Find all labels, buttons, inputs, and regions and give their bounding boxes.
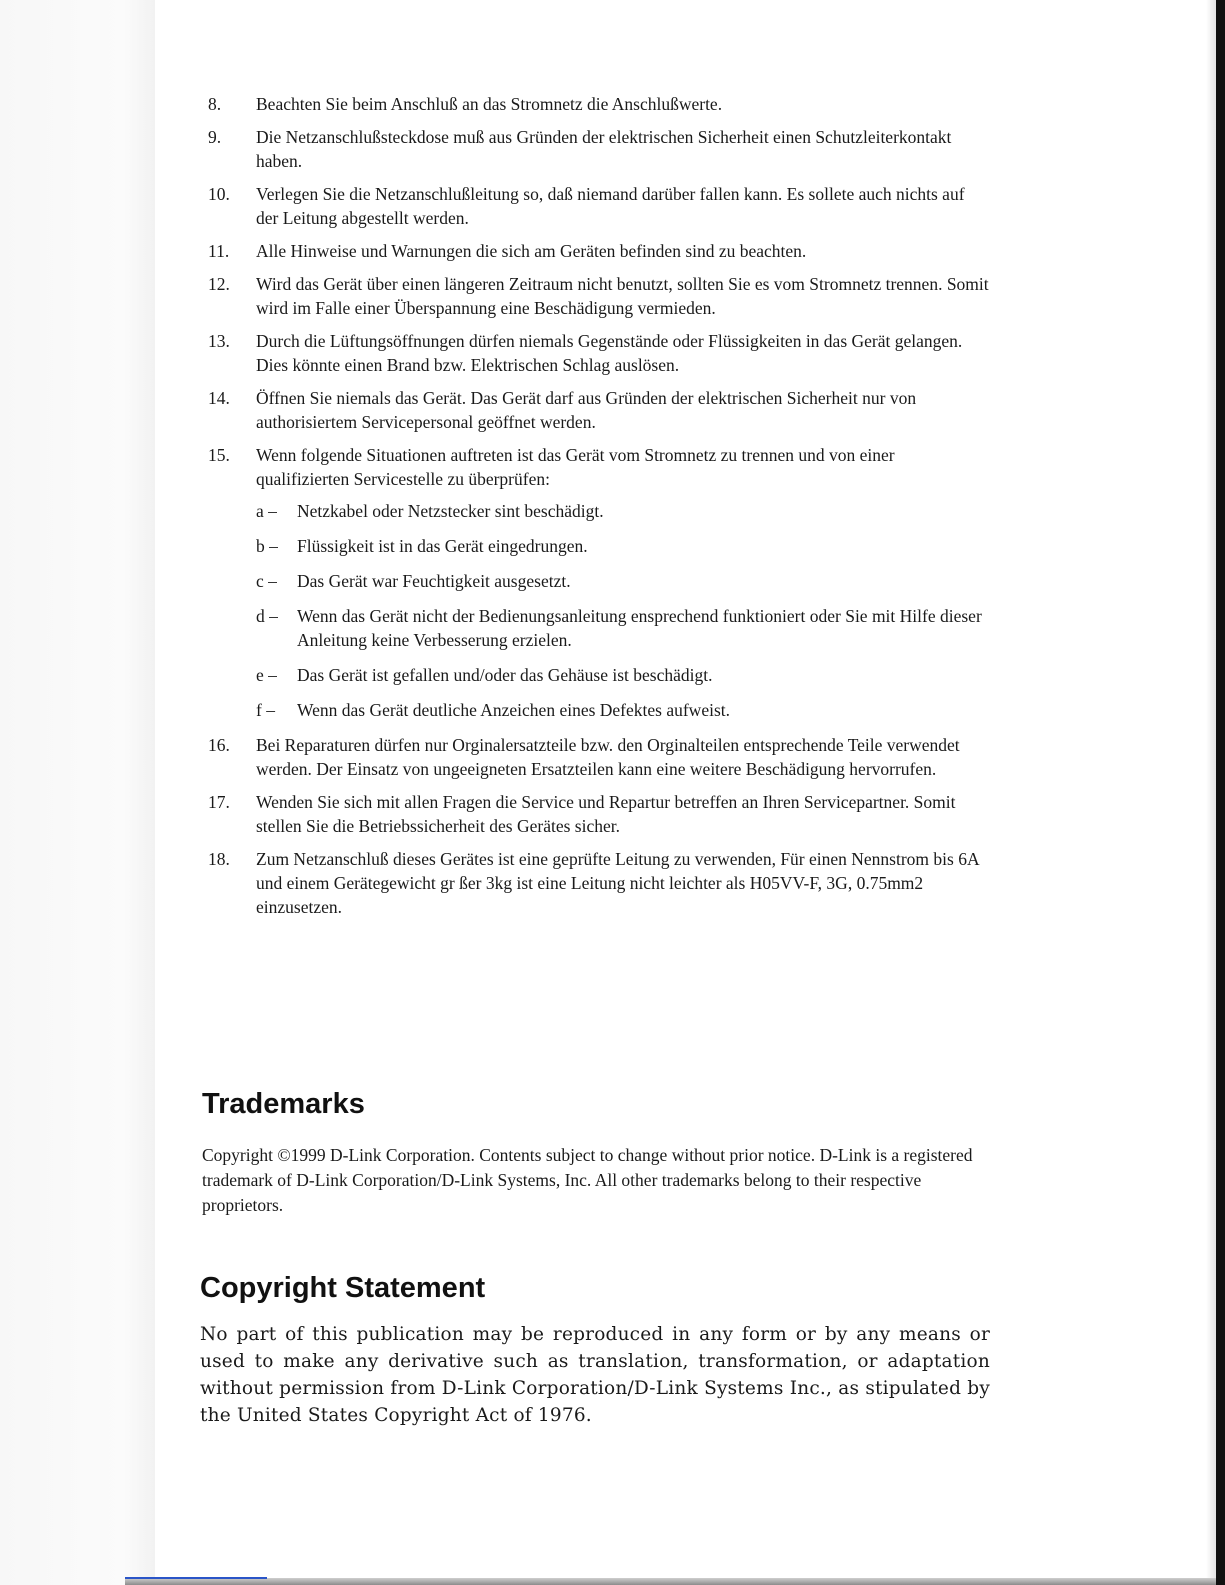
sub-letter: d – bbox=[256, 606, 278, 626]
item-text: Zum Netzanschluß dieses Gerätes ist eine geprüfte Leitung zu verwenden, Für einen Nennstrom bis 6A und einem Gerätegewicht gr ßer 3kg ist eine Leitung nicht leichter als H05VV-F, 3G, 0.75mm2 einzusetzen. bbox=[256, 849, 979, 917]
item-number: 11. bbox=[208, 241, 230, 261]
sub-item-c bbox=[256, 569, 990, 593]
sub-item-d bbox=[256, 604, 990, 652]
safety-item-10 bbox=[200, 182, 990, 230]
safety-list bbox=[200, 92, 990, 919]
safety-item-11 bbox=[200, 239, 990, 263]
sub-letter: a – bbox=[256, 501, 277, 521]
safety-item-15 bbox=[200, 443, 990, 722]
copyright-heading: Copyright Statement bbox=[200, 1272, 486, 1304]
item-text: Beachten Sie beim Anschluß an das Stromnetz die Anschlußwerte. bbox=[256, 94, 723, 114]
item-number: 18. bbox=[208, 849, 230, 869]
sub-letter: f – bbox=[256, 700, 275, 720]
safety-item-16 bbox=[200, 733, 990, 781]
scan-bottom-edge bbox=[125, 1578, 1216, 1585]
scan-bottom-mark bbox=[125, 1577, 267, 1579]
safety-item-8 bbox=[200, 92, 990, 116]
sub-text: Wenn das Gerät deutliche Anzeichen eines Defektes aufweist. bbox=[297, 700, 730, 720]
item-number: 10. bbox=[208, 184, 230, 204]
sub-item-f bbox=[256, 698, 990, 722]
item-text: Wenn folgende Situationen auftreten ist das Gerät vom Stromnetz zu trennen und von einer qualifizierten Servicestelle zu überprüfen: bbox=[256, 445, 895, 489]
item-number: 14. bbox=[208, 388, 230, 408]
item-number: 15. bbox=[208, 445, 230, 465]
item-number: 13. bbox=[208, 331, 230, 351]
item-number: 8. bbox=[208, 94, 222, 114]
sub-text: Das Gerät ist gefallen und/oder das Gehäuse ist beschädigt. bbox=[297, 665, 713, 685]
item-number: 12. bbox=[208, 274, 230, 294]
copyright-body: No part of this publication may be reproduced in any form or by any means or used to make any derivative such as translation, transformation, or adaptation without permission from D-Link Corporation/D-Link Systems Inc., as stipulated by the United States Copyright Act of 1976. bbox=[200, 1324, 990, 1426]
trademarks-body: Copyright ©1999 D-Link Corporation. Contents subject to change without prior notice. D-Link is a registered trademark of D-Link Corporation/D-Link Systems, Inc. All other trademarks belong to their respective proprietors. bbox=[202, 1145, 973, 1215]
item-number: 16. bbox=[208, 735, 230, 755]
sub-text: Netzkabel oder Netzstecker sint beschädigt. bbox=[297, 501, 604, 521]
sub-letter: c – bbox=[256, 571, 277, 591]
sub-item-a bbox=[256, 499, 990, 523]
scan-right-edge bbox=[1216, 0, 1225, 1585]
trademarks-heading: Trademarks bbox=[202, 1088, 365, 1120]
safety-item-14 bbox=[200, 386, 990, 434]
item-text: Wenden Sie sich mit allen Fragen die Service und Repartur betreffen an Ihren Servicepartner. Somit stellen Sie die Betriebssicherheit des Gerätes sicher. bbox=[256, 792, 956, 836]
safety-item-13 bbox=[200, 329, 990, 377]
safety-item-17 bbox=[200, 790, 990, 838]
sub-text: Das Gerät war Feuchtigkeit ausgesetzt. bbox=[297, 571, 571, 591]
sub-item-e bbox=[256, 663, 990, 687]
item-text: Wird das Gerät über einen längeren Zeitraum nicht benutzt, sollten Sie es vom Stromnetz trennen. Somit wird im Falle einer Überspannung eine Beschädigung vermieden. bbox=[256, 274, 989, 318]
scan-right-shadow bbox=[1206, 0, 1216, 1585]
item-number: 9. bbox=[208, 127, 222, 147]
item-text: Die Netzanschlußsteckdose muß aus Gründen der elektrischen Sicherheit einen Schutzleiterkontakt haben. bbox=[256, 127, 952, 171]
safety-item-12 bbox=[200, 272, 990, 320]
item-text: Bei Reparaturen dürfen nur Orginalersatzteile bzw. den Orginalteilen entsprechende Teile verwendet werden. Der Einsatz von ungeeigneten Ersatzteilen kann eine weitere Beschädigung hervorrufen. bbox=[256, 735, 960, 779]
safety-instructions bbox=[200, 92, 990, 928]
sub-text: Flüssigkeit ist in das Gerät eingedrungen. bbox=[297, 536, 588, 556]
sub-item-b bbox=[256, 534, 990, 558]
item-text: Durch die Lüftungsöffnungen dürfen niemals Gegenstände oder Flüssigkeiten in das Gerät gelangen. Dies könnte einen Brand bzw. Elektrischen Schlag auslösen. bbox=[256, 331, 963, 375]
safety-item-18 bbox=[200, 847, 990, 919]
scan-left-margin bbox=[0, 0, 155, 1585]
item-text: Verlegen Sie die Netzanschlußleitung so, daß niemand darüber fallen kann. Es sollete auch nichts auf der Leitung abgestellt werden. bbox=[256, 184, 965, 228]
safety-item-9 bbox=[200, 125, 990, 173]
sub-letter: b – bbox=[256, 536, 278, 556]
item-text: Alle Hinweise und Warnungen die sich am Geräten befinden sind zu beachten. bbox=[256, 241, 807, 261]
sub-text: Wenn das Gerät nicht der Bedienungsanleitung ensprechend funktioniert oder Sie mit Hilfe dieser Anleitung keine Verbesserung erzielen. bbox=[297, 606, 982, 650]
item-text: Öffnen Sie niemals das Gerät. Das Gerät darf aus Gründen der elektrischen Sicherheit nur von authorisiertem Servicepersonal geöffnet werden. bbox=[256, 388, 917, 432]
item-number: 17. bbox=[208, 792, 230, 812]
sub-list bbox=[256, 499, 990, 722]
sub-letter: e – bbox=[256, 665, 277, 685]
